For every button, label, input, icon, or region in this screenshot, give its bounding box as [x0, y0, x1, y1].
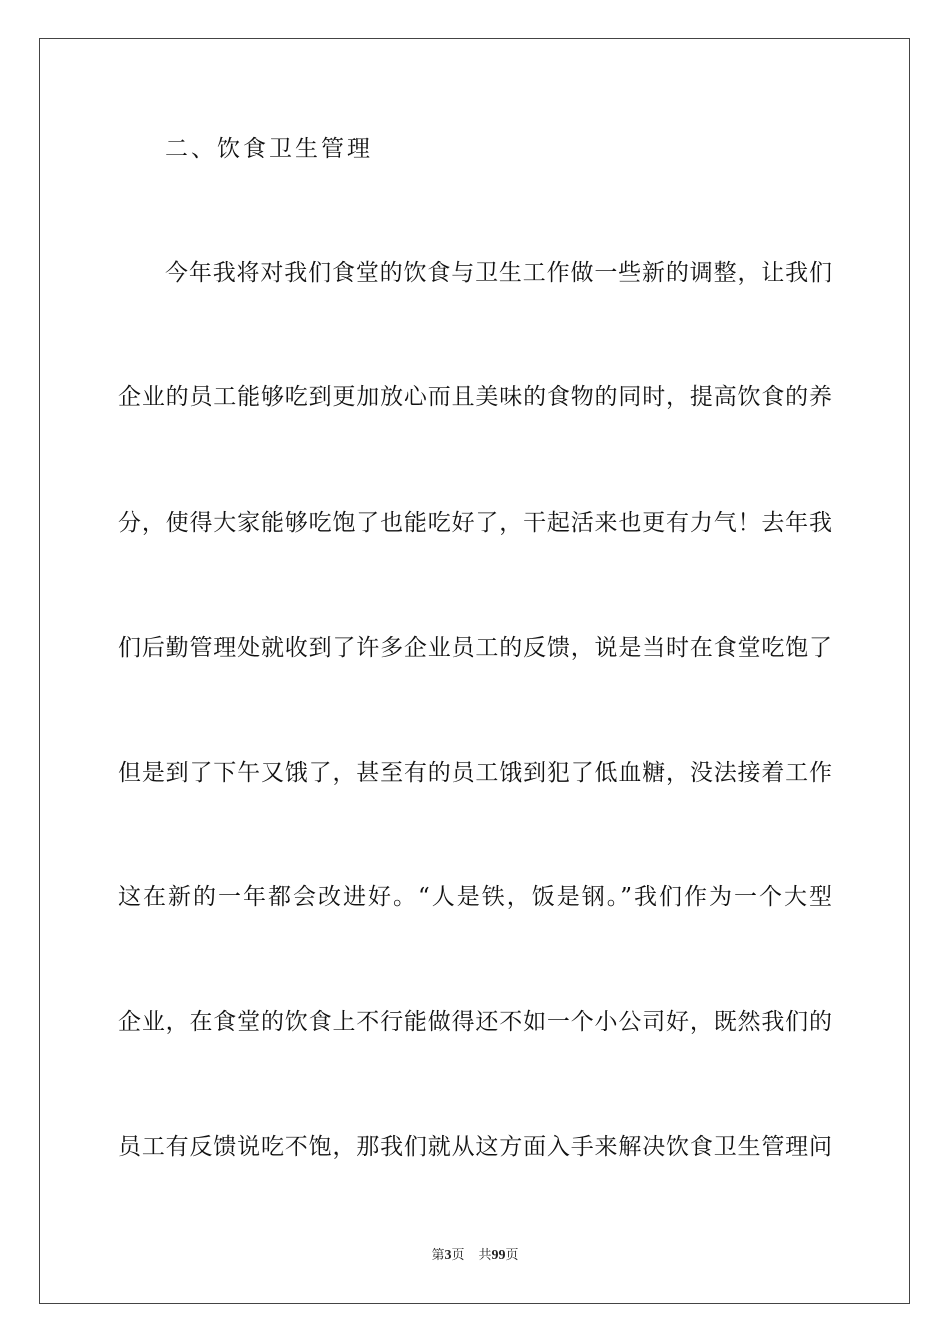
total-prefix: 共 [478, 1248, 492, 1263]
paragraph-line-4: 们后勤管理处就收到了许多企业员工的反馈，说是当时在食堂吃饱了 [118, 635, 832, 661]
section-heading: 二、饮食卫生管理 [165, 136, 373, 162]
paragraph-line-5: 但是到了下午又饿了，甚至有的员工饿到犯了低血糖，没法接着工作 [118, 760, 832, 786]
paragraph-line-7: 企业，在食堂的饮食上不行能做得还不如一个小公司好，既然我们的 [118, 1009, 832, 1035]
paragraph-line-3: 分，使得大家能够吃饱了也能吃好了，干起活来也更有力气！去年我 [118, 510, 832, 536]
paragraph-line-6: 这在新的一年都会改进好。“人是铁，饭是钢。”我们作为一个大型 [118, 884, 832, 910]
paragraph-line-8: 员工有反馈说吃不饱，那我们就从这方面入手来解决饮食卫生管理问 [118, 1134, 832, 1160]
paragraph-line-2: 企业的员工能够吃到更加放心而且美味的食物的同时，提高饮食的养 [118, 384, 832, 410]
page-prefix: 第 [431, 1248, 445, 1263]
page-footer [0, 1247, 950, 1265]
total-suffix: 页 [505, 1248, 519, 1263]
total-pages: 99 [491, 1248, 506, 1263]
page-suffix: 页 [451, 1248, 465, 1263]
page-border [39, 38, 910, 1304]
page-number: 3 [444, 1248, 452, 1263]
paragraph-line-1: 今年我将对我们食堂的饮食与卫生工作做一些新的调整，让我们 [165, 260, 832, 286]
